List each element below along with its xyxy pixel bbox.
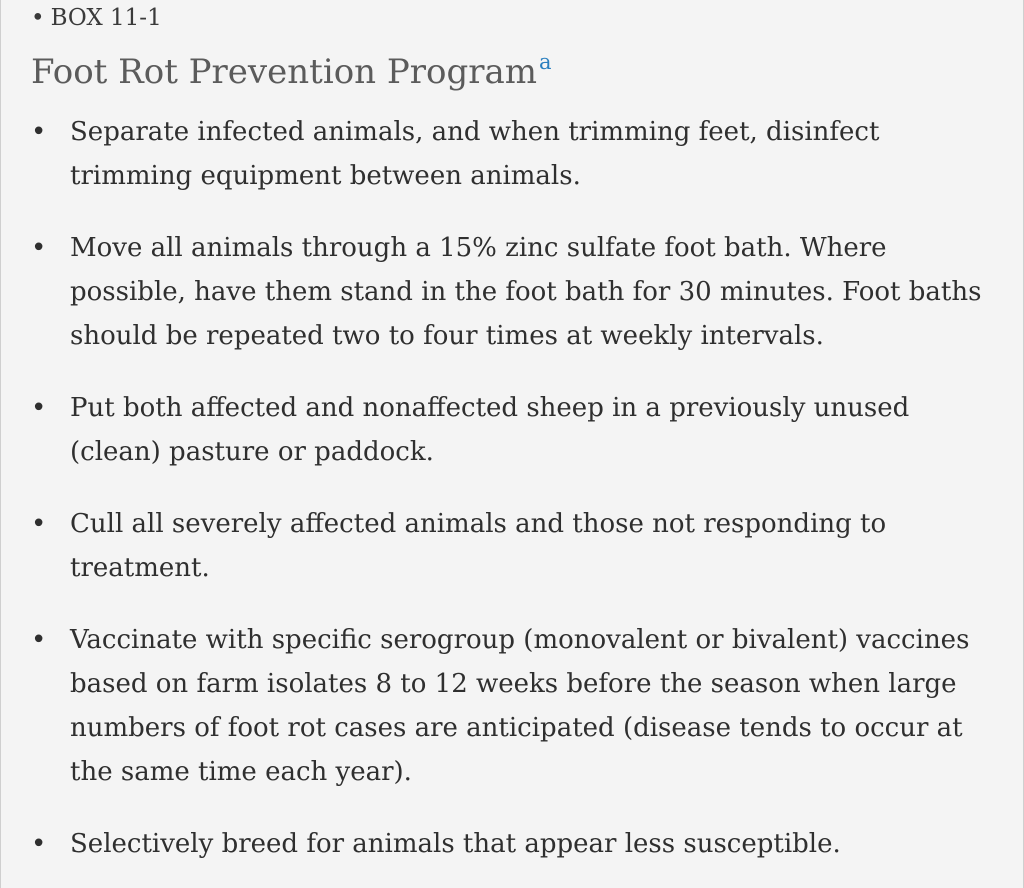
box-title <box>31 40 552 94</box>
box-title-text: Foot Rot Prevention Program <box>31 52 537 92</box>
list-bullet: • <box>31 829 47 859</box>
list-item-text: Selectively breed for animals that appear less susceptible. <box>70 829 841 859</box>
list-item-text: Cull all severely affected animals and those not responding to treatment. <box>70 509 887 583</box>
footnote-link[interactable]: a <box>539 50 552 74</box>
list-item-text: Vaccinate with specific serogroup (monovalent or bivalent) vaccines based on farm isolates 8 to 12 weeks before the season when large numbers of foot rot cases are anticipated (disease tends to occur at the same time each year). <box>70 625 970 787</box>
box-label-text: BOX 11-1 <box>50 5 162 31</box>
list-bullet: • <box>31 393 47 423</box>
list-bullet: • <box>31 233 47 263</box>
box-11-1 <box>1 0 1023 888</box>
label-bullet: • <box>31 5 45 31</box>
list-bullet: • <box>31 625 47 655</box>
list-bullet: • <box>31 509 47 539</box>
list-item-text: Put both affected and nonaffected sheep in a previously unused (clean) pasture or paddock. <box>70 393 910 467</box>
list-bullet: • <box>31 117 47 147</box>
list-item-text: Separate infected animals, and when trimming feet, disinfect trimming equipment between animals. <box>70 117 880 191</box>
list-item-text: Move all animals through a 15% zinc sulfate foot bath. Where possible, have them stand in the foot bath for 30 minutes. Foot baths should be repeated two to four times at weekly intervals. <box>70 233 982 351</box>
box-label <box>31 4 162 32</box>
